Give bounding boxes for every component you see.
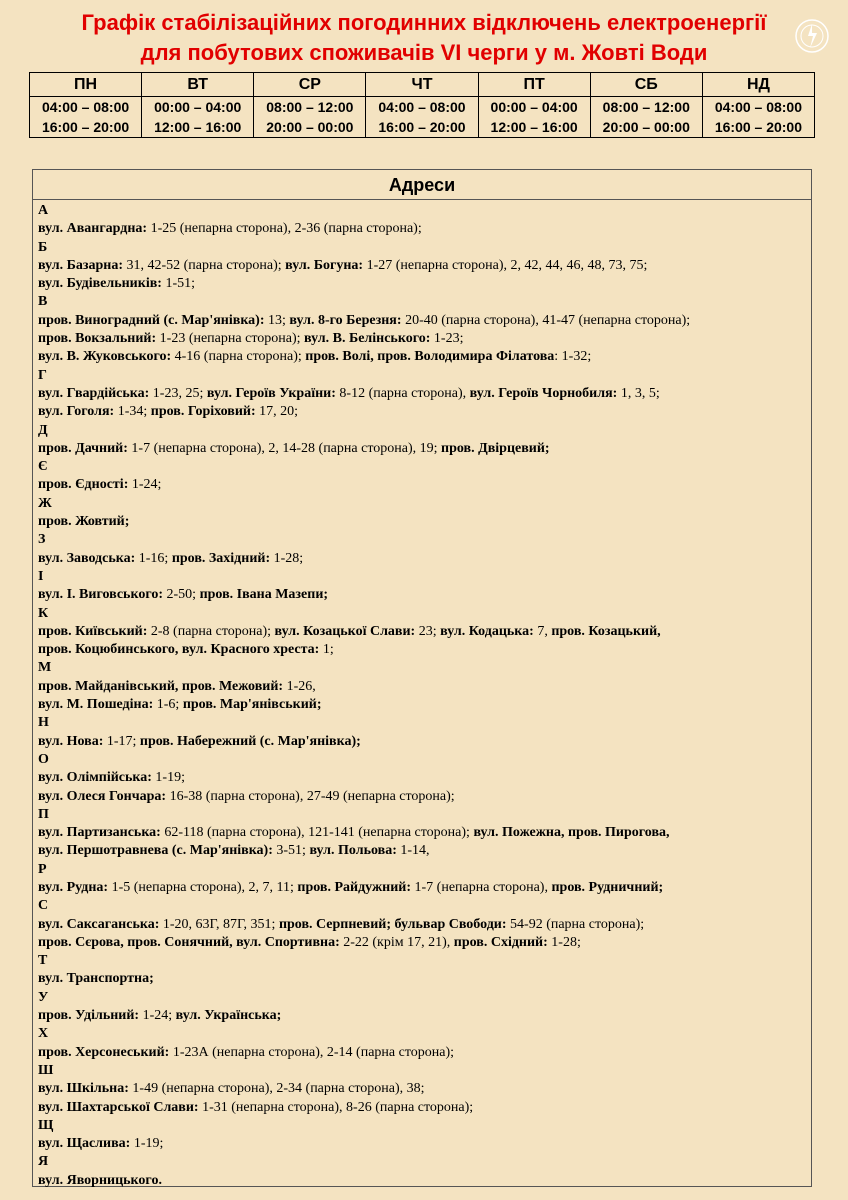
- letter-heading: [38, 495, 811, 513]
- street-name: Ж: [38, 495, 52, 511]
- address-line: [38, 275, 811, 293]
- street-name: Н: [38, 715, 49, 731]
- house-numbers: 54-92 (парна сторона);: [506, 916, 645, 932]
- address-line: [38, 623, 811, 641]
- street-name: вул. Заводська:: [38, 550, 136, 566]
- street-name: Х: [38, 1026, 49, 1042]
- house-numbers: 2-50;: [163, 587, 200, 603]
- street-name: К: [38, 605, 49, 621]
- address-line: [38, 1172, 811, 1190]
- street-name: вул. Богуна:: [285, 257, 364, 273]
- street-name: вул. Яворницького.: [38, 1172, 162, 1188]
- street-name: вул. Будівельників:: [38, 276, 162, 292]
- street-name: вул. Пожежна, пров. Пирогова,: [473, 825, 670, 841]
- address-line: [38, 916, 811, 934]
- house-numbers: 1-16;: [135, 550, 172, 566]
- day-slots-cell: [30, 97, 142, 138]
- time-slot: 04:00 – 08:00: [41, 99, 130, 115]
- letter-heading: [38, 1117, 811, 1135]
- street-name: пров. Горіховий:: [150, 404, 256, 420]
- street-name: пров. Серпневий; бульвар Свободи:: [278, 916, 507, 932]
- street-name: пров. Удільний:: [38, 1008, 140, 1024]
- street-name: вул. Польова:: [309, 843, 397, 859]
- letter-heading: [38, 861, 811, 879]
- time-slot: 04:00 – 08:00: [714, 99, 803, 115]
- street-name: вул. Олеся Гончара:: [38, 788, 167, 804]
- letter-heading: [38, 897, 811, 915]
- day-slots-cell: [478, 97, 590, 138]
- street-name: вул. Козацької Слави:: [274, 623, 416, 639]
- house-numbers: 1-23;: [430, 331, 464, 347]
- house-numbers: 1-31 (непарна сторона), 8-26 (парна сторона);: [198, 1099, 474, 1115]
- house-numbers: 20-40 (парна сторона), 41-47 (непарна сторона);: [401, 312, 691, 328]
- street-name: Щ: [38, 1117, 54, 1133]
- street-name: О: [38, 751, 49, 767]
- letter-heading: [38, 1025, 811, 1043]
- street-name: вул. В. Жуковського:: [38, 349, 172, 365]
- street-name: А: [38, 203, 49, 218]
- house-numbers: 1-14,: [396, 843, 430, 859]
- street-name: вул. Українська;: [175, 1008, 282, 1024]
- street-name: вул. Саксаганська:: [38, 916, 160, 932]
- street-name: пров. Майданівський, пров. Межовий:: [38, 678, 284, 694]
- schedule-table: [29, 72, 815, 138]
- address-line: [38, 1007, 811, 1025]
- street-name: пров. Мар'янівський;: [182, 697, 322, 713]
- street-name: пров. Райдужний:: [297, 879, 411, 895]
- letter-heading: [38, 422, 811, 440]
- day-slots-cell: [142, 97, 254, 138]
- time-slot: 12:00 – 16:00: [154, 119, 242, 135]
- house-numbers: 1-24;: [128, 477, 162, 493]
- letter-heading: [38, 202, 811, 220]
- street-name: У: [38, 989, 49, 1005]
- street-name: пров. Козацький,: [551, 623, 661, 639]
- house-numbers: 1-49 (непарна сторона), 2-34 (парна сторона), 38;: [128, 1081, 425, 1097]
- house-numbers: 1-5 (непарна сторона), 2, 7, 11;: [108, 879, 298, 895]
- house-numbers: 1-28;: [270, 550, 304, 566]
- street-name: пров. Жовтий;: [38, 514, 130, 530]
- day-header: СБ: [590, 73, 702, 97]
- address-line: [38, 1135, 811, 1153]
- street-name: пров. Івана Мазепи;: [199, 587, 329, 603]
- addresses-panel: [32, 169, 812, 1187]
- street-name: пров. Виноградний (с. Мар'янівка):: [38, 312, 265, 328]
- house-numbers: : 1-32;: [554, 349, 592, 365]
- address-line: [38, 788, 811, 806]
- house-numbers: 4-16 (парна сторона);: [171, 349, 306, 365]
- street-name: вул. Кодацька:: [440, 623, 534, 639]
- address-line: [38, 586, 811, 604]
- street-name: вул. Гвардійська:: [38, 385, 150, 401]
- letter-heading: [38, 659, 811, 677]
- house-numbers: 2-8 (парна сторона);: [147, 623, 275, 639]
- address-line: [38, 312, 811, 330]
- house-numbers: 13;: [264, 312, 290, 328]
- street-name: Т: [38, 953, 48, 969]
- street-name: Є: [38, 459, 48, 475]
- address-line: [38, 696, 811, 714]
- address-line: [38, 824, 811, 842]
- house-numbers: 62-118 (парна сторона), 121-141 (непарна сторона);: [160, 825, 474, 841]
- letter-heading: [38, 952, 811, 970]
- street-name: вул. Героїв Чорнобиля:: [469, 385, 618, 401]
- day-slots-cell: [366, 97, 478, 138]
- letter-heading: [38, 239, 811, 257]
- house-numbers: 1-26,: [283, 678, 316, 694]
- schedule-header-row: [30, 73, 815, 97]
- letter-heading: [38, 1062, 811, 1080]
- house-numbers: 2-22 (крім 17, 21),: [339, 934, 454, 950]
- day-header: ЧТ: [366, 73, 478, 97]
- street-name: Д: [38, 422, 48, 438]
- time-slot: 16:00 – 20:00: [41, 119, 130, 135]
- address-line: [38, 550, 811, 568]
- street-name: вул. Транспортна;: [38, 971, 154, 987]
- address-line: [38, 385, 811, 403]
- time-slot: 00:00 – 04:00: [490, 99, 578, 115]
- street-name: Г: [38, 367, 47, 383]
- letter-heading: [38, 751, 811, 769]
- house-numbers: 7,: [533, 623, 552, 639]
- letter-heading: [38, 806, 811, 824]
- street-name: вул. Авангардна:: [38, 221, 148, 237]
- street-name: З: [38, 532, 46, 548]
- day-header: ПТ: [478, 73, 590, 97]
- time-slot: 16:00 – 20:00: [378, 119, 466, 135]
- time-slot: 16:00 – 20:00: [714, 119, 803, 135]
- address-line: [38, 1080, 811, 1098]
- address-line: [38, 348, 811, 366]
- street-name: вул. Першотравнева (с. Мар'янівка):: [38, 843, 273, 859]
- house-numbers: 31, 42-52 (парна сторона);: [122, 257, 286, 273]
- house-numbers: 1-34;: [114, 404, 151, 420]
- street-name: вул. Шкільна:: [38, 1081, 129, 1097]
- street-name: пров. Вокзальний:: [38, 331, 157, 347]
- street-name: пров. Київський:: [38, 623, 148, 639]
- street-name: пров. Волі, пров. Володимира Філатова: [305, 349, 555, 365]
- street-name: Ш: [38, 1062, 54, 1078]
- title-line-2: для побутових споживачів VI черги у м. Жовті Води: [140, 40, 708, 65]
- time-slot: 08:00 – 12:00: [602, 99, 690, 115]
- street-name: пров. Херсонеський:: [38, 1044, 170, 1060]
- house-numbers: 16-38 (парна сторона), 27-49 (непарна сторона);: [166, 788, 455, 804]
- time-slot: 20:00 – 00:00: [266, 119, 354, 135]
- letter-heading: [38, 531, 811, 549]
- address-line: [38, 220, 811, 238]
- street-name: І: [38, 568, 44, 584]
- day-header: ПН: [30, 73, 142, 97]
- street-name: С: [38, 898, 49, 914]
- page-title: [0, 8, 848, 68]
- logo-icon: [794, 18, 830, 54]
- house-numbers: 1-25 (непарна сторона), 2-36 (парна сторона);: [147, 221, 422, 237]
- day-slots-cell: [254, 97, 366, 138]
- time-slot: 08:00 – 12:00: [266, 99, 354, 115]
- street-name: пров. Єдності:: [38, 477, 129, 493]
- letter-heading: [38, 568, 811, 586]
- day-header: СР: [254, 73, 366, 97]
- street-name: пров. Коцюбинського, вул. Красного хреста:: [38, 642, 320, 658]
- address-line: [38, 733, 811, 751]
- street-name: Р: [38, 861, 47, 877]
- time-slot: 00:00 – 04:00: [154, 99, 242, 115]
- house-numbers: 1-7 (непарна сторона), 2, 14-28 (парна сторона), 19;: [127, 440, 442, 456]
- house-numbers: 1-51;: [161, 276, 195, 292]
- house-numbers: 23;: [415, 623, 441, 639]
- address-line: [38, 1044, 811, 1062]
- street-name: вул. В. Белінського:: [304, 331, 431, 347]
- street-name: пров. Західний:: [171, 550, 271, 566]
- street-name: В: [38, 294, 48, 310]
- letter-heading: [38, 293, 811, 311]
- street-name: Б: [38, 239, 48, 255]
- house-numbers: 1-24;: [139, 1008, 176, 1024]
- addresses-list: [33, 200, 811, 1190]
- street-name: Я: [38, 1154, 49, 1170]
- street-name: пров. Двірцевий;: [441, 440, 550, 456]
- letter-heading: [38, 714, 811, 732]
- house-numbers: 1-23, 25;: [149, 385, 207, 401]
- time-slot: 04:00 – 08:00: [378, 99, 466, 115]
- day-header: ВТ: [142, 73, 254, 97]
- house-numbers: 1-20, 63Г, 87Г, 351;: [159, 916, 279, 932]
- day-slots-cell: [702, 97, 814, 138]
- street-name: вул. Щаслива:: [38, 1136, 131, 1152]
- letter-heading: [38, 458, 811, 476]
- schedule-times-row: [30, 97, 815, 138]
- house-numbers: 1;: [319, 642, 334, 658]
- street-name: вул. Нова:: [38, 733, 104, 749]
- street-name: вул. Рудна:: [38, 879, 109, 895]
- house-numbers: 1-27 (непарна сторона), 2, 42, 44, 46, 48, 73, 75;: [363, 257, 648, 273]
- time-slot: 12:00 – 16:00: [490, 119, 578, 135]
- street-name: пров. Дачний:: [38, 440, 128, 456]
- house-numbers: 1-23А (непарна сторона), 2-14 (парна сторона);: [169, 1044, 455, 1060]
- street-name: М: [38, 660, 52, 676]
- address-line: [38, 842, 811, 860]
- house-numbers: 1-19;: [151, 770, 185, 786]
- house-numbers: 17, 20;: [255, 404, 299, 420]
- address-line: [38, 1099, 811, 1117]
- house-numbers: 1-17;: [103, 733, 140, 749]
- letter-heading: [38, 367, 811, 385]
- address-line: [38, 678, 811, 696]
- street-name: пров. Рудничний;: [551, 879, 664, 895]
- address-line: [38, 769, 811, 787]
- street-name: вул. Базарна:: [38, 257, 123, 273]
- title-line-1: Графік стабілізаційних погодинних відключень електроенергії: [81, 10, 767, 35]
- address-line: [38, 330, 811, 348]
- addresses-heading: Адреси: [33, 170, 811, 200]
- house-numbers: 1-6;: [153, 697, 183, 713]
- street-name: вул. М. Пошедіна:: [38, 697, 154, 713]
- letter-heading: [38, 605, 811, 623]
- street-name: П: [38, 806, 49, 822]
- letter-heading: [38, 1153, 811, 1171]
- house-numbers: 1-23 (непарна сторона);: [156, 331, 305, 347]
- house-numbers: 1, 3, 5;: [617, 385, 660, 401]
- street-name: вул. Партизанська:: [38, 825, 161, 841]
- street-name: вул. Олімпійська:: [38, 770, 152, 786]
- street-name: пров. Сєрова, пров. Сонячний, вул. Спортивна:: [38, 934, 340, 950]
- address-line: [38, 641, 811, 659]
- letter-heading: [38, 989, 811, 1007]
- street-name: вул. Героїв України:: [206, 385, 336, 401]
- house-numbers: 1-7 (непарна сторона),: [411, 879, 552, 895]
- house-numbers: 8-12 (парна сторона),: [335, 385, 470, 401]
- street-name: вул. Гоголя:: [38, 404, 115, 420]
- address-line: [38, 257, 811, 275]
- street-name: вул. 8-го Березня:: [289, 312, 402, 328]
- time-slot: 20:00 – 00:00: [602, 119, 690, 135]
- day-header: НД: [702, 73, 814, 97]
- street-name: вул. І. Виговського:: [38, 587, 164, 603]
- house-numbers: 3-51;: [272, 843, 310, 859]
- street-name: пров. Східний:: [453, 934, 548, 950]
- house-numbers: 1-19;: [130, 1136, 164, 1152]
- address-line: [38, 476, 811, 494]
- address-line: [38, 934, 811, 952]
- address-line: [38, 440, 811, 458]
- street-name: пров. Набережний (с. Мар'янівка);: [139, 733, 361, 749]
- street-name: вул. Шахтарської Слави:: [38, 1099, 199, 1115]
- house-numbers: 1-28;: [547, 934, 581, 950]
- day-slots-cell: [590, 97, 702, 138]
- address-line: [38, 970, 811, 988]
- address-line: [38, 513, 811, 531]
- address-line: [38, 879, 811, 897]
- address-line: [38, 403, 811, 421]
